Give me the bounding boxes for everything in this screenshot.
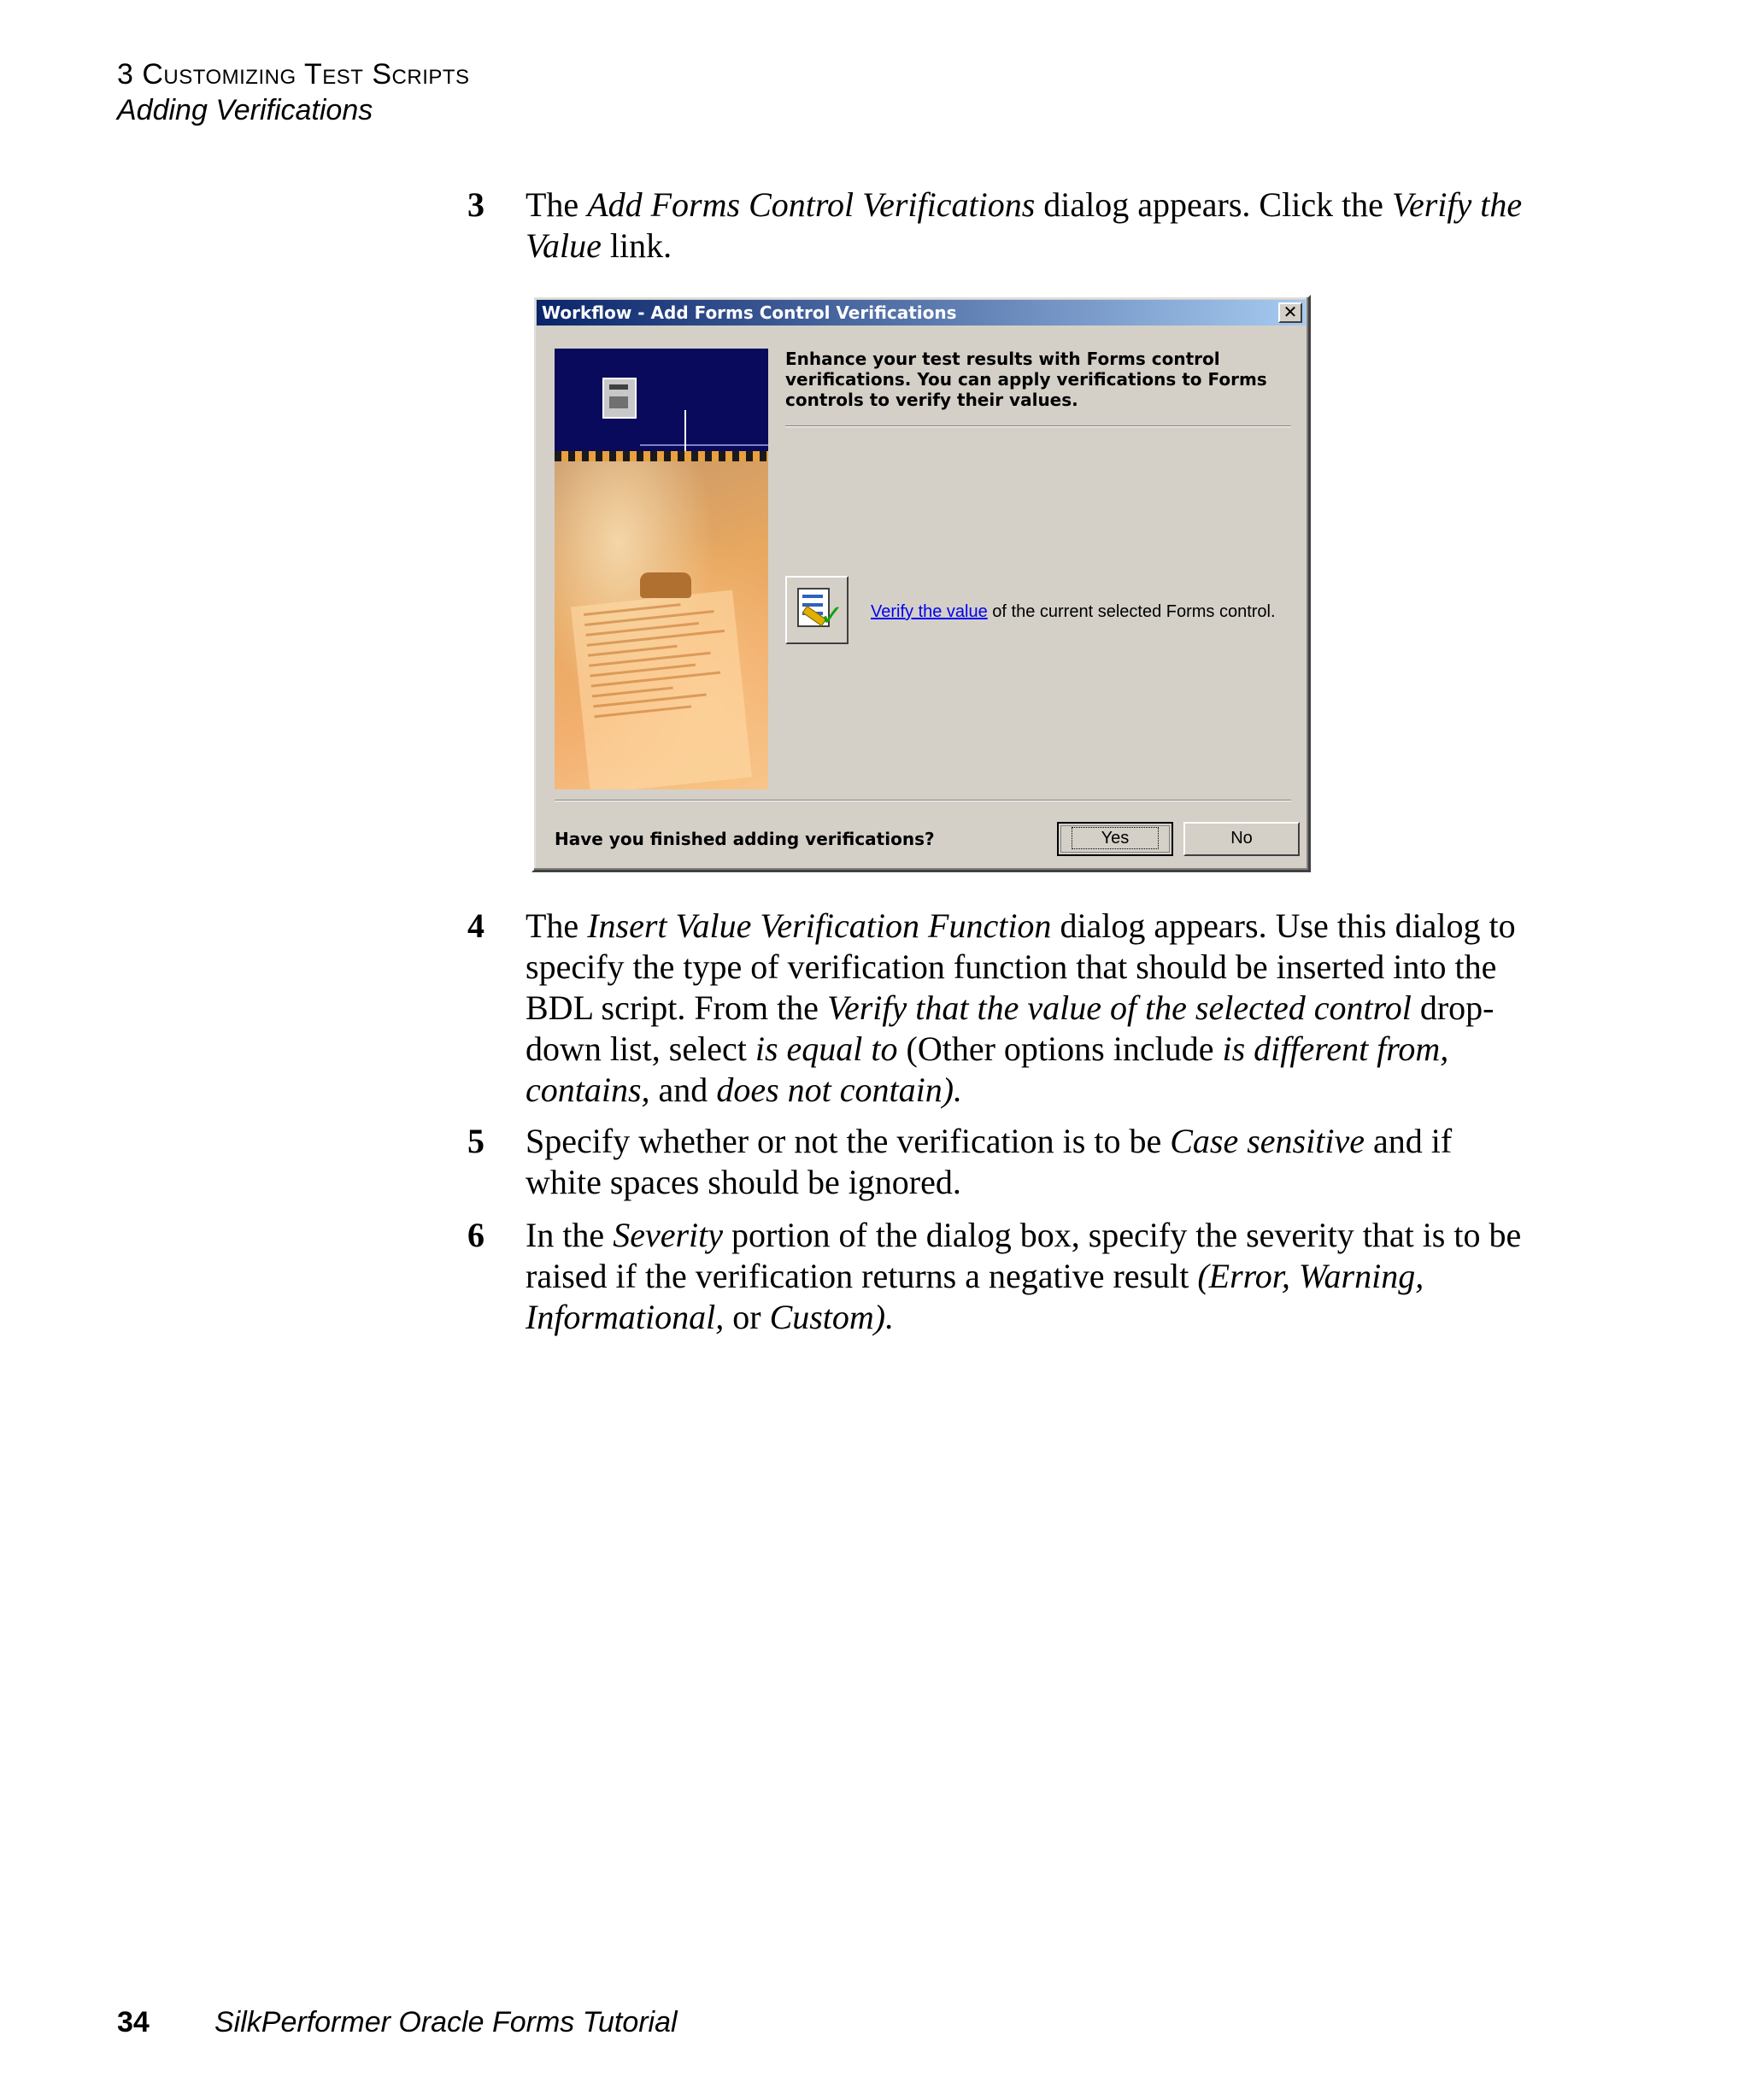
add-forms-control-verifications-dialog [531,295,1311,872]
dialog-title: Workflow - Add Forms Control Verifications [542,302,957,323]
step-number: 4 [467,906,484,945]
step-number: 6 [467,1216,484,1254]
step-text: The Insert Value Verification Function dialog appears. Use this dialog to specify the type of verification function that should be inserted into the BDL script. From the Verify that the value of the selected control drop-down list, select is equal to (Other options include is different from, contains, and does not contain). [526,906,1516,1109]
close-icon[interactable]: ✕ [1278,302,1302,323]
finished-question: Have you finished adding verifications? [555,829,935,849]
illustration-banner [555,349,768,451]
silkperformer-logo-icon [602,378,637,419]
verify-value-description: Verify the value of the current selected Forms control. [871,602,1276,621]
yes-button[interactable]: Yes [1057,822,1173,856]
verify-value-button[interactable] [785,576,849,644]
clipboard-photo [555,461,768,789]
dialog-titlebar [537,300,1306,326]
no-button[interactable]: No [1183,822,1300,856]
chapter-heading: 3 Customizing Test Scripts [117,58,470,91]
checkmark-icon: ✓ [819,599,844,633]
section-heading: Adding Verifications [117,94,373,126]
divider [785,425,1291,427]
verify-the-value-link[interactable]: Verify the value [871,602,988,621]
step-number: 3 [467,185,484,224]
running-header [117,56,470,128]
clipboard-clip-icon [640,572,691,598]
step-number: 5 [467,1122,484,1160]
step-text: Specify whether or not the verification is to be Case sensitive and if white spaces should be ignored. [526,1122,1453,1201]
checklist-clipboard-illustration [555,349,768,789]
book-title: SilkPerformer Oracle Forms Tutorial [214,2006,678,2038]
dialog-intro-text: Enhance your test results with Forms control verifications. You can apply verifications to Forms controls to verify their values. [785,349,1267,410]
page-number: 34 [117,2006,150,2038]
step-text: In the Severity portion of the dialog box, specify the severity that is to be raised if the verification returns a negative result (Error, Warning, Informational, or Custom). [526,1216,1522,1336]
step-text: The Add Forms Control Verifications dialog appears. Click the Verify the Value link. [526,185,1523,265]
divider [555,800,1291,801]
